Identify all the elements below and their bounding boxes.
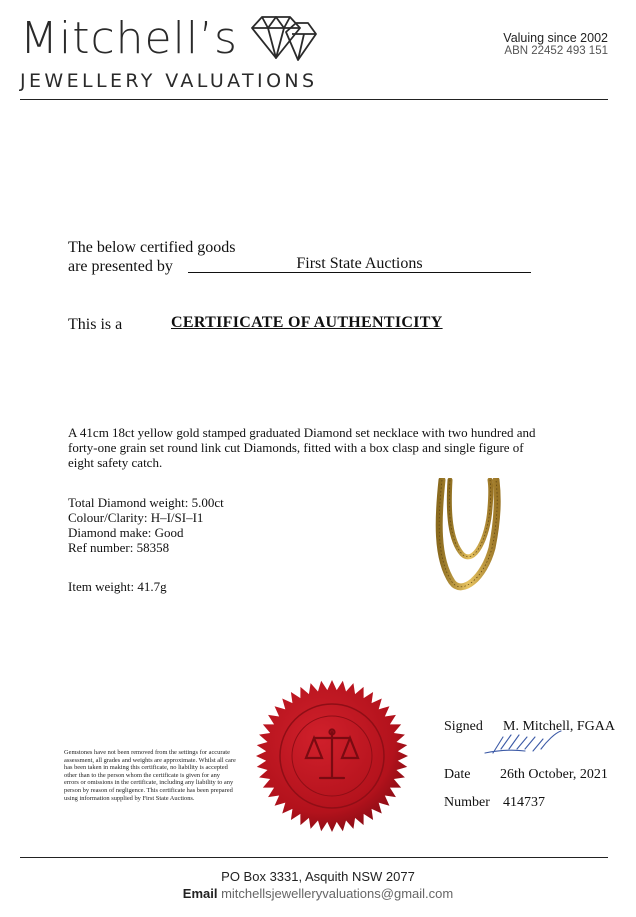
total-diamond-weight: Total Diamond weight: 5.00ct — [68, 495, 224, 510]
signed-value: M. Mitchell, FGAA — [503, 719, 615, 734]
colour-clarity: Colour/Clarity: H–I/SI–I1 — [68, 510, 204, 525]
certificate-title: CERTIFICATE OF AUTHENTICITY — [171, 314, 443, 331]
date-value: 26th October, 2021 — [500, 767, 608, 782]
diamond-icon — [246, 14, 318, 62]
diamond-make: Diamond make: Good — [68, 525, 184, 540]
email-label: Email — [182, 886, 218, 901]
valuing-since: Valuing since 2002 — [503, 31, 608, 45]
footer-divider — [20, 857, 608, 858]
email-address: mitchellsjewelleryvaluations@gmail.com — [221, 886, 454, 901]
signed-label: Signed — [444, 719, 483, 734]
red-seal — [254, 678, 410, 834]
item-description: A 41cm 18ct yellow gold stamped graduated Diamond set necklace with two hundred and forty-one grain set round link cut Diamonds, fitted with a box clasp and single figure of eight safety catch. — [68, 425, 536, 470]
certificate-prefix: This is a — [68, 316, 123, 333]
disclaimer-text: Gemstones have not been removed from the settings for accurate assessment, all grades and weights are approximate. Whilst all care has been taken in making this certificate, no liability is accepted other than to the person whom the certificate is given for any errors or omissions in the certificate, including any liability to any person by reason of negligence. This certificate has been prepared using information supplied by First State Auctions. — [64, 749, 236, 802]
necklace-photo — [428, 478, 510, 600]
presenter-name: First State Auctions — [296, 255, 423, 272]
date-label: Date — [444, 767, 471, 782]
brand-tagline: JEWELLERY VALUATIONS — [20, 70, 318, 92]
footer-email — [0, 886, 636, 901]
brand-name: Mitchell’s — [20, 13, 238, 64]
presenter-underline — [188, 272, 531, 273]
number-label: Number — [444, 795, 490, 810]
intro-line-2: are presented by — [68, 258, 173, 275]
intro-line-1: The below certified goods — [68, 239, 236, 256]
item-weight: Item weight: 41.7g — [68, 579, 167, 594]
ref-number: Ref number: 58358 — [68, 540, 170, 555]
number-value: 414737 — [503, 795, 545, 810]
header-divider — [20, 99, 608, 100]
abn-number: ABN 22452 493 151 — [504, 45, 608, 57]
signature — [483, 729, 563, 759]
footer-address: PO Box 3331, Asquith NSW 2077 — [221, 869, 415, 884]
